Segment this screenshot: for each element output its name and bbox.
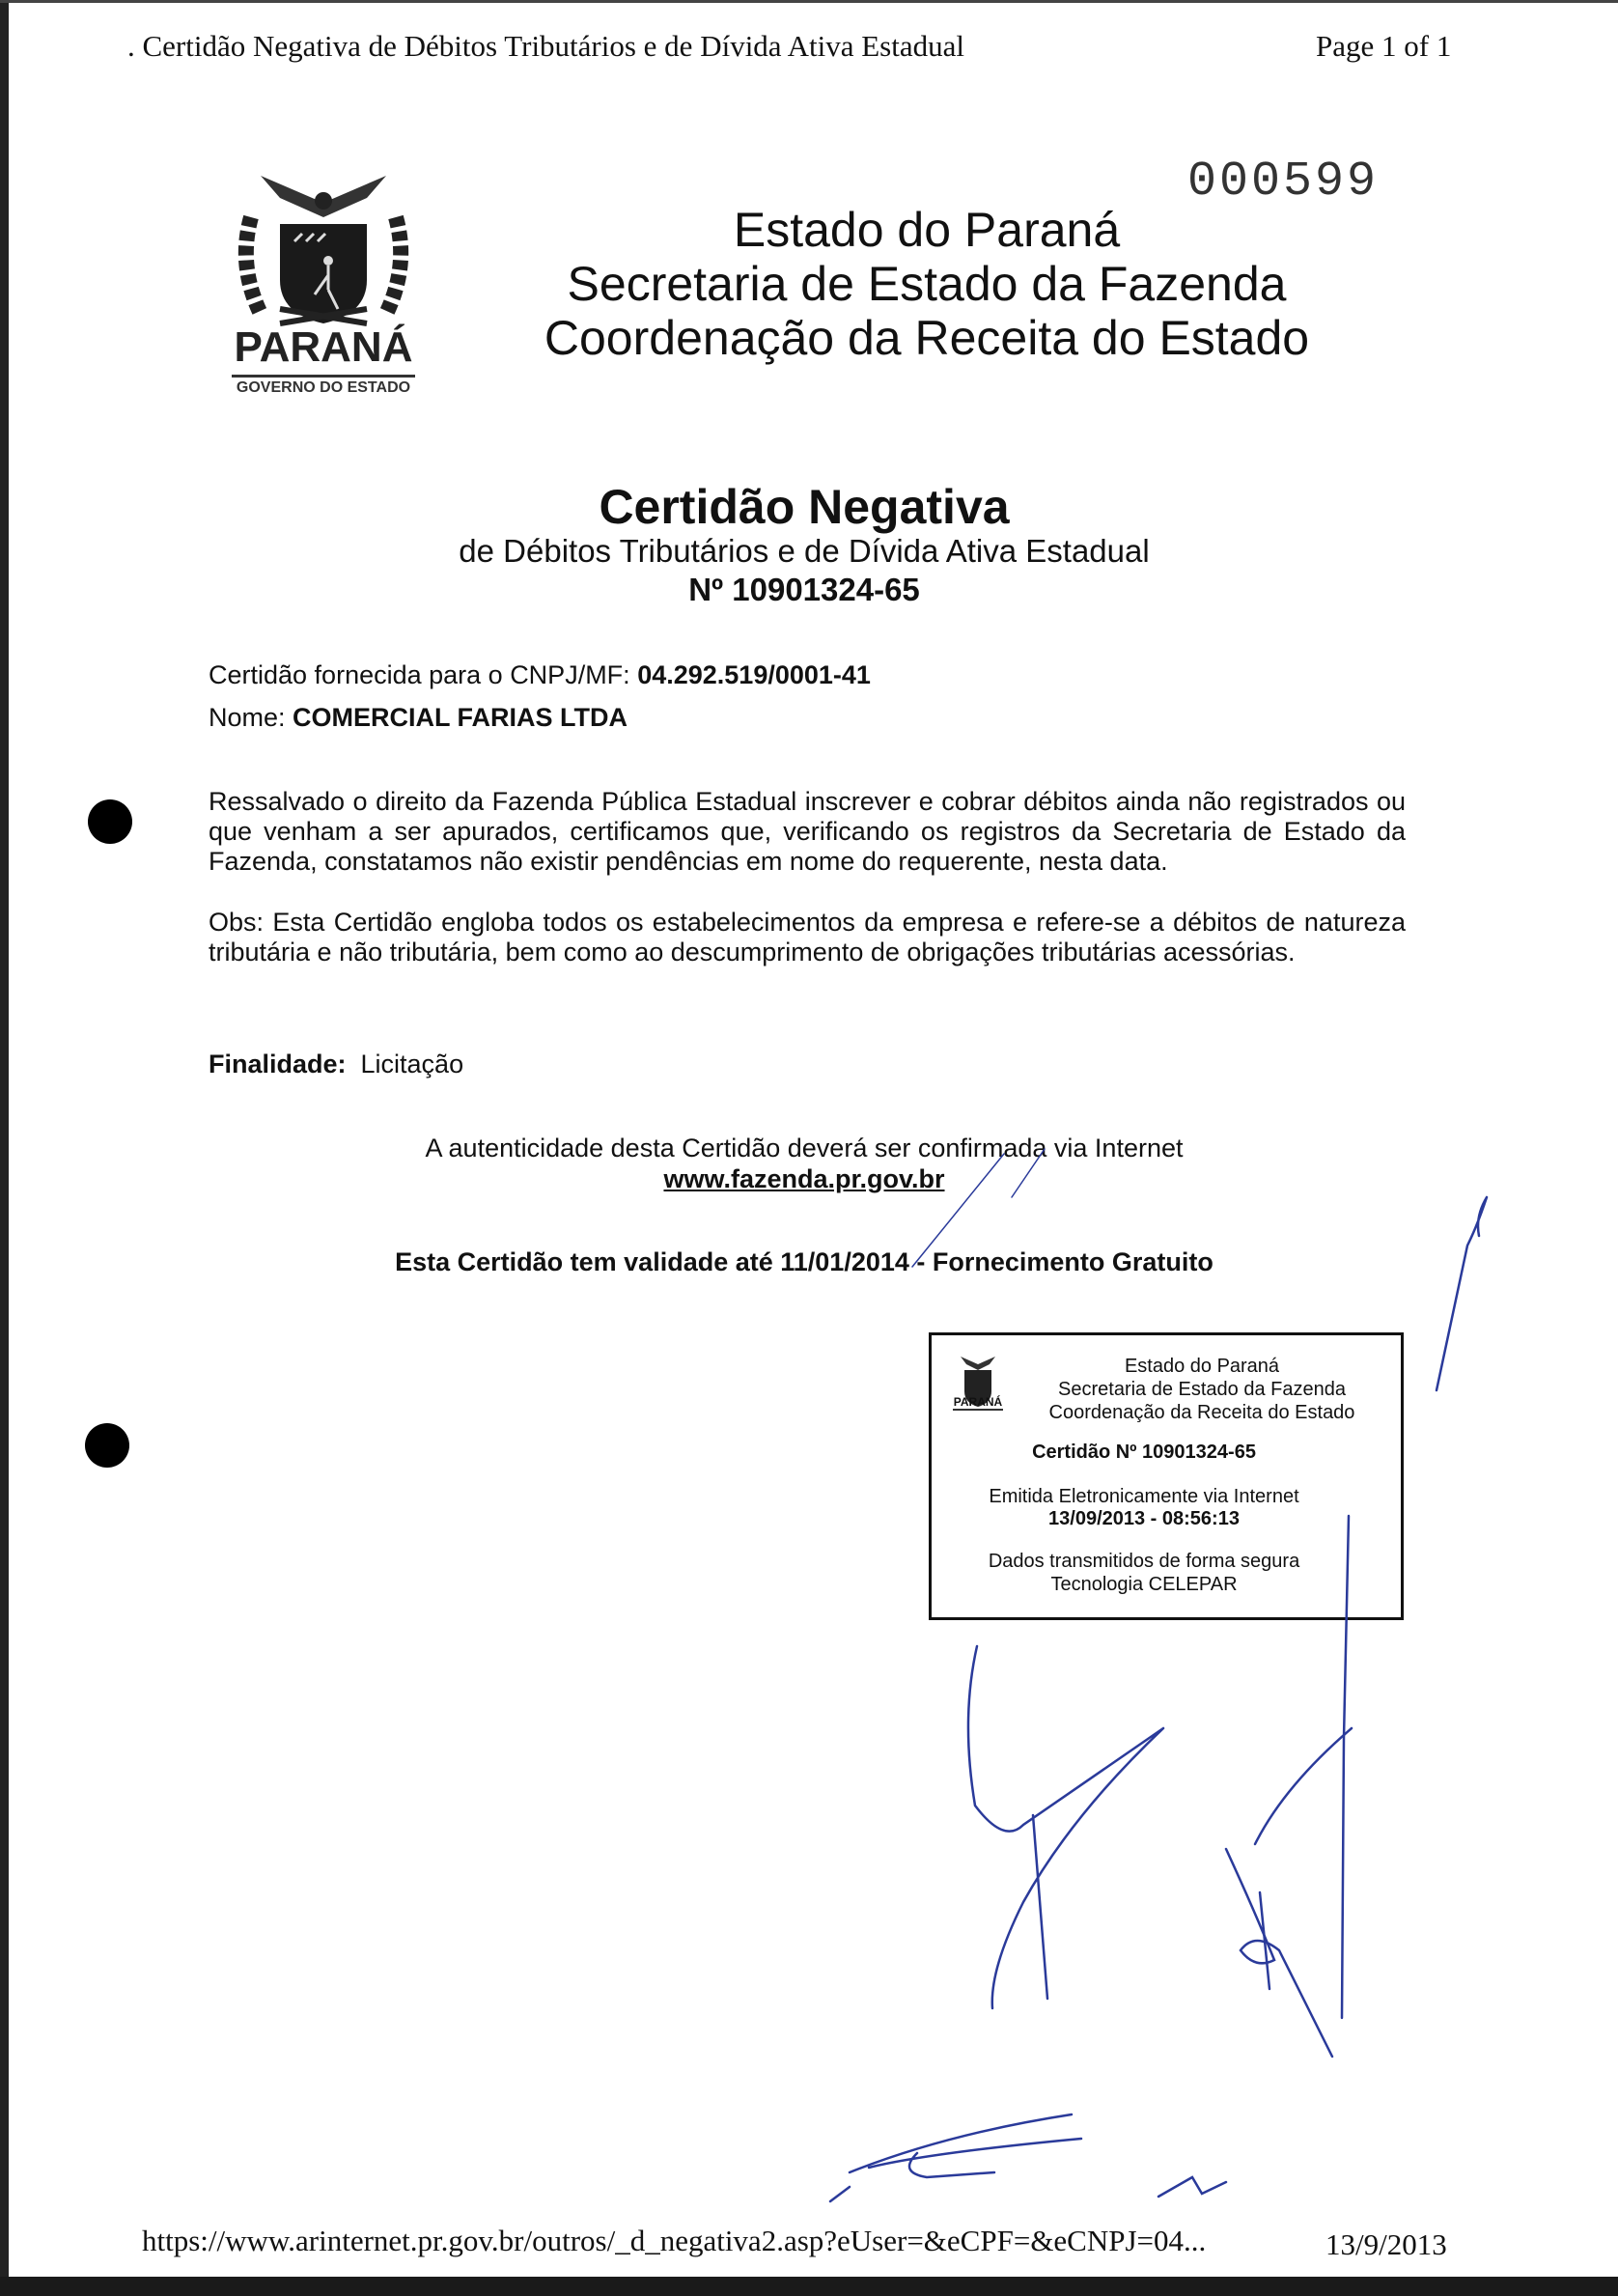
name-label: Nome: bbox=[209, 703, 286, 732]
footer-date: 13/9/2013 bbox=[1325, 2227, 1447, 2261]
certificate-subtitle: de Débitos Tributários e de Dívida Ativa Estadual bbox=[459, 533, 1150, 569]
certificate-title: Certidão Negativa bbox=[599, 480, 1010, 534]
purpose-value: Licitação bbox=[360, 1050, 464, 1078]
browser-header-page: Page 1 of 1 bbox=[1316, 29, 1452, 63]
org-line-1: Estado do Paraná bbox=[733, 203, 1121, 257]
obs-paragraph: Obs: Esta Certidão engloba todos os estabelecimentos da empresa e refere-se a débitos de natureza tributária e não tributária, bem como ao descumprimento de obrigações tributárias acessórias. bbox=[209, 908, 1406, 966]
logo-subtitle: GOVERNO DO ESTADO bbox=[232, 375, 415, 397]
stamp-number: 000599 bbox=[1187, 154, 1380, 210]
authenticity-link[interactable]: www.fazenda.pr.gov.br bbox=[663, 1164, 945, 1193]
validity-text: Esta Certidão tem validade até 11/01/2014 - Fornecimento Gratuito bbox=[395, 1247, 1214, 1276]
cnpj-label: Certidão fornecida para o CNPJ/MF: bbox=[209, 660, 630, 689]
seal-issued: Emitida Eletronicamente via Internet bbox=[989, 1486, 1299, 1507]
seal-tech: Tecnologia CELEPAR bbox=[1050, 1574, 1238, 1595]
logo-name: PARANÁ bbox=[234, 323, 413, 371]
org-line-3: Coordenação da Receita do Estado bbox=[544, 311, 1310, 365]
name-value: COMERCIAL FARIAS LTDA bbox=[293, 703, 628, 732]
cnpj-value: 04.292.519/0001-41 bbox=[637, 660, 871, 689]
seal-cert-number: Certidão Nº 10901324-65 bbox=[1032, 1442, 1256, 1463]
seal-logo-name: PARANÁ bbox=[953, 1395, 1003, 1409]
seal-line-1: Estado do Paraná bbox=[1124, 1356, 1280, 1377]
purpose-label: Finalidade: bbox=[209, 1050, 347, 1078]
seal-line-3: Coordenação da Receita do Estado bbox=[1048, 1402, 1355, 1423]
org-line-2: Secretaria de Estado da Fazenda bbox=[567, 257, 1287, 311]
seal-line-2: Secretaria de Estado da Fazenda bbox=[1058, 1379, 1346, 1400]
certificate-number: Nº 10901324-65 bbox=[688, 572, 920, 607]
main-paragraph: Ressalvado o direito da Fazenda Pública Estadual inscrever e cobrar débitos ainda não registrados ou que venham a ser apurados, certificamos que, verificando os registros da Secretaria de Estado da Fazenda, constatamos não existir pendências em nome do requerente, nesta data. bbox=[209, 787, 1406, 876]
seal-secure: Dados transmitidos de forma segura bbox=[988, 1551, 1300, 1572]
footer-url: https://www.arinternet.pr.gov.br/outros/_d_negativa2.asp?eUser=&eCPF=&eCNPJ=04... bbox=[142, 2224, 1207, 2257]
authenticity-text: A autenticidade desta Certidão deverá ser confirmada via Internet bbox=[425, 1134, 1184, 1162]
browser-header-title: . Certidão Negativa de Débitos Tributários e de Dívida Ativa Estadual bbox=[127, 29, 964, 63]
seal-datetime: 13/09/2013 - 08:56:13 bbox=[1048, 1508, 1240, 1529]
